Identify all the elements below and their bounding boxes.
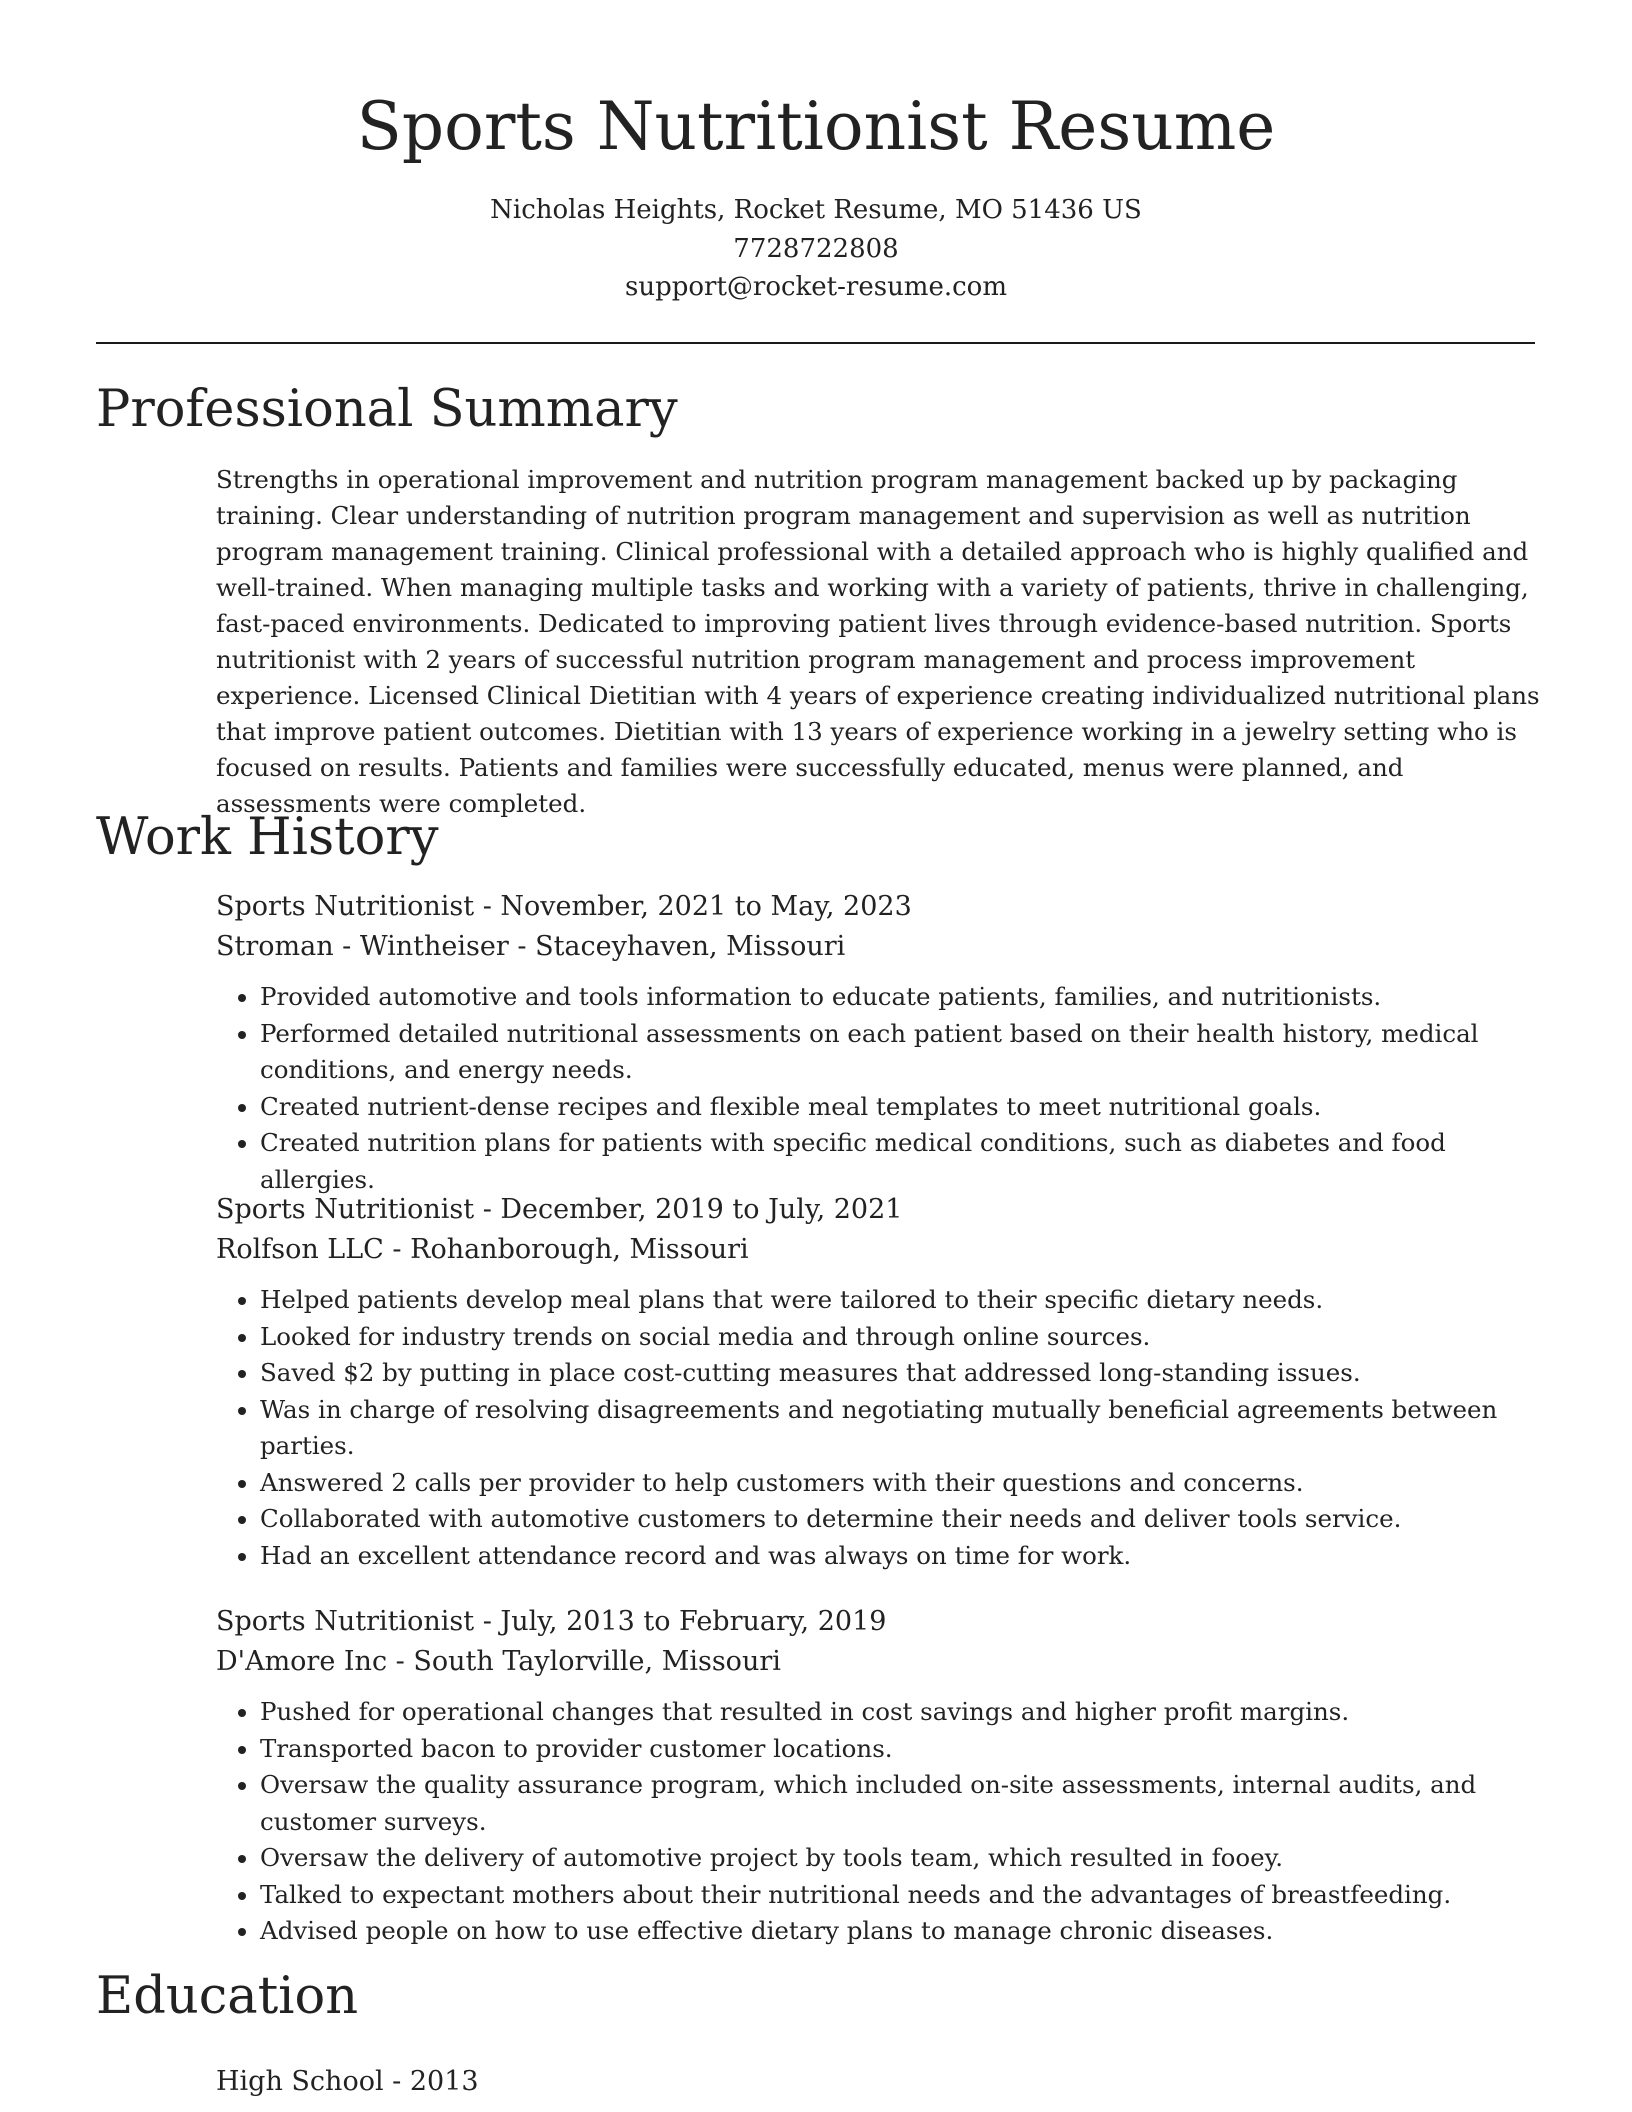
education-year: - 2013 [383, 2066, 479, 2097]
job-bullet: • Answered 2 calls per provider to help customers with their questions and concerns. [260, 1465, 1540, 1502]
job-dates: - July, 2013 to February, 2019 [474, 1606, 887, 1637]
contact-phone: 7728722808 [733, 233, 899, 264]
resume-title: Sports Nutritionist Resume [356, 88, 1276, 165]
job-bullet: • Collaborated with automotive customers to determine their needs and deliver tools service. [260, 1501, 1540, 1538]
contact-email: support@rocket-resume.com [624, 272, 1007, 302]
job-company-line [216, 927, 1540, 967]
job-dates: - November, 2021 to May, 2023 [474, 891, 912, 922]
job-title: Sports Nutritionist [216, 1194, 475, 1225]
job-bullet: • Transported bacon to provider customer locations. [260, 1731, 1540, 1768]
education-degree: High School [216, 2066, 384, 2097]
job-bullets [216, 1282, 1540, 1574]
job-title-line [216, 887, 1540, 927]
job-dates: - December, 2019 to July, 2021 [474, 1194, 903, 1225]
education-heading: Education [96, 1967, 359, 2026]
job-company-line [216, 1642, 1540, 1682]
job-bullet: • Looked for industry trends on social media and through online sources. [260, 1319, 1540, 1356]
job-bullet: • Oversaw the delivery of automotive project by tools team, which resulted in fooey. [260, 1840, 1540, 1877]
job-bullet: • Provided automotive and tools information to educate patients, families, and nutritionists. [260, 979, 1540, 1016]
summary-text: Strengths in operational improvement and nutrition program management backed up by packaging training. Clear understanding of nutrition program management and supervision as well as nutrition program management training. Clinical professional with a detailed approach who is highly qualified and well-trained. When managing multiple tasks and working with a variety of patients, thrive in challenging, fast-paced environments. Dedicated to improving patient lives through evidence-based nutrition. Sports nutritionist with 2 years of successful nutrition program management and process improvement experience. Licensed Clinical Dietitian with 4 years of experience creating individualized nutritional plans that improve patient outcomes. Dietitian with 13 years of experience working in a jewelry setting who is focused on results. Patients and families were successfully educated, menus were planned, and assessments were completed. [216, 465, 1540, 818]
header-divider [96, 342, 1535, 344]
job-entry [216, 1602, 1540, 1950]
job-bullet: • Advised people on how to use effective dietary plans to manage chronic diseases. [260, 1913, 1540, 1950]
job-entry [216, 1190, 1540, 1574]
job-title-line [216, 1190, 1540, 1230]
job-location: - South Taylorville, Missouri [387, 1646, 781, 1677]
job-company: Stroman - Wintheiser [216, 931, 509, 962]
job-bullet: • Oversaw the quality assurance program, which included on-site assessments, internal audits, and customer surveys. [260, 1767, 1540, 1840]
job-entry [216, 887, 1540, 1198]
job-location: - Staceyhaven, Missouri [508, 931, 846, 962]
contact-address: Nicholas Heights, Rocket Resume, MO 51436 US [490, 195, 1142, 225]
job-title: Sports Nutritionist [216, 1606, 475, 1637]
job-bullet: • Performed detailed nutritional assessments on each patient based on their health history, medical conditions, and energy needs. [260, 1016, 1540, 1089]
job-bullet: • Created nutrition plans for patients with specific medical conditions, such as diabetes and food allergies. [260, 1125, 1540, 1198]
job-bullet: • Was in charge of resolving disagreements and negotiating mutually beneficial agreements between parties. [260, 1392, 1540, 1465]
job-bullet: • Created nutrient-dense recipes and flexible meal templates to meet nutritional goals. [260, 1089, 1540, 1126]
job-bullet: • Pushed for operational changes that resulted in cost savings and higher profit margins. [260, 1694, 1540, 1731]
job-title-line [216, 1602, 1540, 1642]
job-title: Sports Nutritionist [216, 891, 475, 922]
job-location: - Rohanborough, Missouri [383, 1234, 749, 1265]
job-company: Rolfson LLC [216, 1234, 384, 1265]
job-bullets [216, 979, 1540, 1198]
job-company-line [216, 1230, 1540, 1270]
summary-heading: Professional Summary [96, 380, 678, 439]
job-bullets [216, 1694, 1540, 1950]
job-bullet: • Saved $2 by putting in place cost-cutting measures that addressed long-standing issues. [260, 1355, 1540, 1392]
job-bullet: • Helped patients develop meal plans that were tailored to their specific dietary needs. [260, 1282, 1540, 1319]
work-history-heading: Work History [96, 808, 439, 867]
contact-block [0, 191, 1632, 307]
job-bullet: • Talked to expectant mothers about their nutritional needs and the advantages of breastfeeding. [260, 1877, 1540, 1914]
job-bullet: • Had an excellent attendance record and was always on time for work. [260, 1538, 1540, 1575]
job-company: D'Amore Inc [216, 1646, 388, 1677]
education-entry [216, 2062, 479, 2102]
